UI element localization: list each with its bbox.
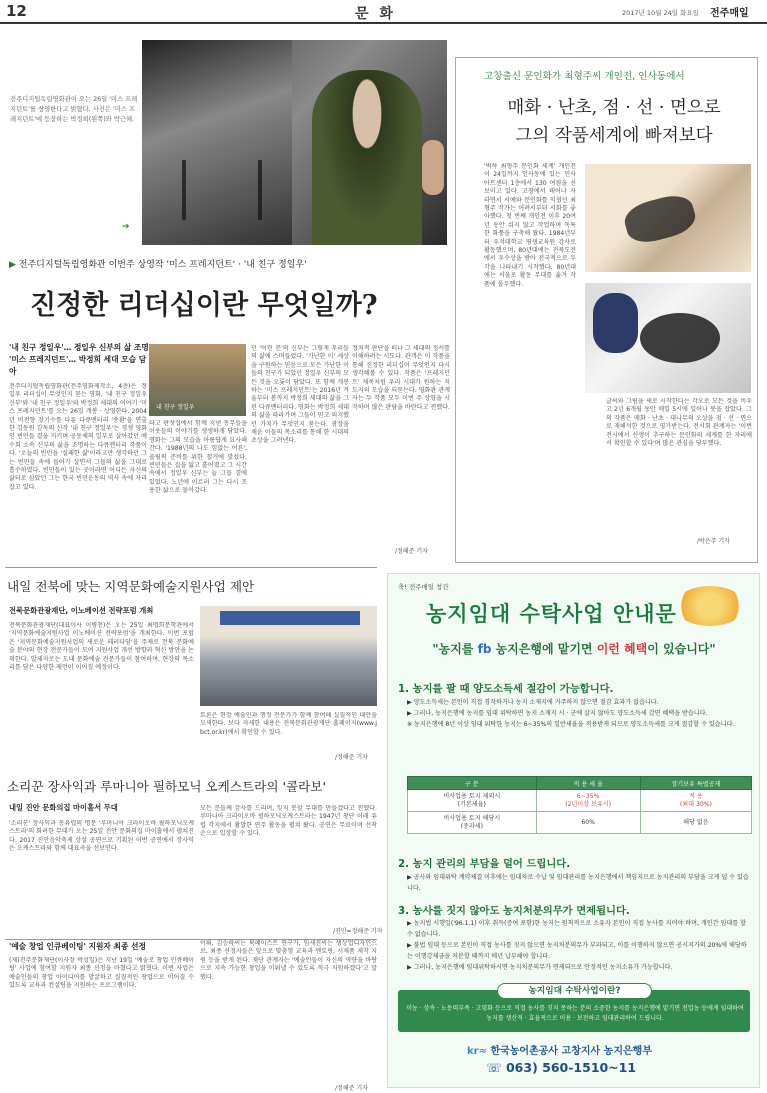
article4-deck: 내일 진안 문화의집 마이홀서 무대 — [9, 803, 118, 812]
section-divider — [5, 567, 377, 568]
ad-info-panel-text: 이농 · 상속 · 노동력부족 · 고령화 등으로 직접 농사를 짓지 못하는 분의 소중한 농지를 농지은행에 맡기면 전업농 등에게 임대하여 농지를 생산적 · 효율적으로 이용 · 보전하고 임대관리하여 드립니다. — [406, 1005, 744, 1022]
article1-headline: 진정한 리더십이란 무엇일까? — [30, 290, 378, 321]
article5-column-1: (재)전주문화재단(이사장 박성일)은 지난 19일 '예술로 창업 인큐베이팅' 사업에 참여할 지원자 최종 선정을 마쳤다고 밝혔다. 이번 사업은 예술인들의 창업 아이디어를 발굴하고 실질적인 창업으로 이어질 수 있도록 교육과 컨설팅을 지원하는 프로그램이다. — [9, 957, 194, 990]
article1-column-3: 던 '어린 분'의 신부는 그렇게 우리들의 삶에 스며들었다. '가난한 이' 세상을 구원하는 믿음으로 모든 가난한 이들의 친구가 되었던 정일우 신부의 모든 것을 오롯이 담았다. 또 함께 개봉하는 '미스 프레지던트'는 2016년 겨울부터 봄까지 박정희 세대의 삶을 그린 다큐멘터리다. 영화는 박정희 세대의 삶을 따라가며 그들이 믿고 의지했던 가치가 무엇인지 묻는다. 광장을 채운 이들의 목소리를 통해 한 시대의 초상을 그려낸다. — [251, 345, 349, 445]
ad-organization-logo: kr≈ 한국농어촌공사 고창지사 농지은행부 — [467, 1046, 652, 1057]
ad-heading-3: 3. 농사를 짓지 않아도 농지처분의무가 면제됩니다. — [398, 905, 630, 917]
ad-tag: 축! 전주매일 창간 — [398, 583, 449, 591]
ad-phone-number: ☏ 063) 560-1510~11 — [486, 1060, 637, 1075]
article2-column-1: '벽하 최형주 문인화 세계' 개인전이 24일까지 인사동에 있는 인사아트센터 1층에서 130 여점을 선보이고 있다. 고창에서 태어나 자라면서 서예와 문인화를 익혔던 최형주 작가는 어려서부터 서화를 좋아했다. 첫 번째 개인전 이후 20여 년 동안 쉬지 않고 작업하며 독특한 화풍을 구축해 왔다. 1984년부터 우석대학교 평생교육원 강사로 활동했으며, 80년대에는 전북도전에서 우수상을 받아 전국적으로 두각을 나타내기 시작했다. 80년대에는 서울로 활동 무대를 옮겨 작품에 몰두했다. — [484, 163, 576, 288]
article1-column-4: 정치적 판단을 떠나 그 세대의 정서를 이해하려는 시도다. 관객은 이 작품을 통해 진정한 리더십이 무엇인지 다시 생각해볼 수 있다. 작품은 '프레지던트' 제목처럼 우리 시대가 원하는 지도자의 모습을 되묻는다. 영화관 관계자는 두 작품 모두 이번 주 상영을 시작하며 많은 관람을 바란다고 전했다. — [352, 345, 450, 411]
table-header: 구 분 — [408, 777, 537, 790]
article1-inner-caption: 내 친구 정일우 — [156, 404, 195, 411]
ad-body-1: ▶ 양도소득세는 본인이 직접 경작하거나 농지 소재지에 거주하지 않으면 절감 효과가 없습니다. ▶ 그러나, 농지은행에 농지를 임대 위탁하면 농지 소재지 시 · 군에 살지 않아도 양도소득세 감면 혜택을 받습니다. ※ 농지은행에 8년 이상 임대 위탁한 농지는 6~35%의 일반세율을 적용받게 되므로 양도소득세를 크게 절감할 수 있습니다. — [407, 699, 735, 728]
article2-byline: /박은주 기자 — [697, 538, 730, 545]
article1-column-1: 전주디지털독립영화관(전주영화제작소, 4층)은 정일우 리더십이 무엇인지 묻는 영화, '내 친구 정일우 신부'와 '내 친구 정일우'와 박정희 세대의 이야기 '미스 프레지던트'를 오는 26일 개봉 · 상영한다. 2004년 비전향 장기수를 다룬 다큐멘터리 '송환'을 연출한 김동원 감독의 신작 '내 친구 정일우'는 경쟁 영화인 빈민들 곁을 지키며 공동체의 일부로 살아갔던 예수회 소속 신부의 삶을 조명하는 다큐멘터리 작품이다. '오늘의 빈민을 '실패한 삶'이라고만 생각하던 그는 빈민들 속에 들어가 살면서 그들의 삶을 그대로 흡수하였다. 빈민들이 있는 곳이라면 어디든 자신의 삶터로 삼았던 그는 한국 빈민운동의 역사 속에 자리잡고 있다. — [9, 383, 147, 491]
article2-headline — [484, 94, 744, 150]
article1-byline: /정해준 기자 — [395, 548, 428, 555]
article1-subtitle: ▶ 전주디지털독립영화관 이번주 상영작 '미스 프레지던트' · '내 친구 정일우' — [9, 260, 307, 270]
article3-deck: 전북문화관광재단, 이노베이션 전략포럼 개최 — [9, 606, 154, 615]
table-cell: 6~35% (2년이상 보유시) — [536, 790, 640, 812]
article3-byline: /정해준 기자 — [335, 754, 368, 761]
article1-photo-caption: 전주디지털독립영화관이 오는 26일 '미스 프레지던트'를 상영한다고 밝혔다. 사진은 '미스 프레지던트'에 등장하는 박정희(왼쪽)와 박근혜. — [10, 96, 138, 123]
article2-photo-painting — [585, 164, 751, 272]
ad-body-2: ▶ 공사와 임대위탁 계약체결 이후에는 임대차로 수납 및 임대관리를 농지은행에서 책임지므로 농지관리의 부담을 크게 덜 수 있습니다. — [407, 874, 749, 892]
article3-headline: 내일 전북에 맞는 지역문화예술지원사업 제안 — [7, 579, 255, 594]
article4-column-2: 모든 분들께 감사를 드리며, 잊지 못할 무대를 만들겠다고 전했다. 루마니아 크라이오바 필하모닉오케스트라는 1947년 창단 이래 유럽 각지에서 활발한 연주 활동을 펼쳐 왔다. 공연은 무료이며 선착순으로 입장할 수 있다. — [200, 805, 377, 838]
article5-byline: /정해준 기자 — [335, 1085, 368, 1092]
header-rule — [0, 22, 767, 24]
article5-headline: '예술 창업 인큐베이팅' 지원자 최종 선정 — [9, 942, 146, 951]
ad-title: 농지임대 수탁사업 안내문 — [426, 602, 677, 626]
kr-logo-icon: kr≈ — [467, 1046, 491, 1057]
article2-headline-line2: 그의 작품세계에 빠져보다 — [515, 126, 713, 146]
caption-arrow-icon: ➔ — [122, 222, 130, 232]
table-cell: 비사업용 토지 제외시 (기본세율) — [408, 790, 537, 812]
article2-headline-line1: 매화 · 난초, 점 · 선 · 면으로 — [507, 98, 721, 118]
article1-photo — [142, 40, 447, 245]
table-header: 적 용 세 율 — [536, 777, 640, 790]
article1-column-2: 타고 판잣집에서 함께 지낸 동무들을 이웃들의 이야기를 생생하게 담았다. 영화는 그의 모습을 아름답게 묘사해 간다. '1988년의 나도 힘없는 어른', 올림픽 준비를 위한 철거에 맞섰다. 빈민들은 집을 잃고 흩어졌고 그 시간 속에서 정일우 신부는 늘 그들 곁에 있었다. 노년에 이르러 그는 다시 조용한 삶으로 돌아갔다. — [149, 420, 247, 495]
ad-body-3: ▶ 농지법 시행일('96.1.1) 이후 취득(증여 포함)한 농지는 원칙적으로 소유자 본인이 직접 농사를 지어야 하며, 개인간 임대를 할 수 없습니다. ▶ 불법 임대 등으로 본인이 직접 농사를 짓지 않으면 농지처분의무가 부과되고, 이를 이행하지 않으면 공시지가의 20%에 해당하는 이행강제금을 처분할 때까지 매년 납부해야 합니다. ▶ 그러나, 농지은행에 임대위탁하시면 농지처분의무가 면제되므로 안정적인 농지소유가 가능합니다. — [407, 920, 747, 971]
article2-kicker: 고창출신 문인화가 최형주씨 개인전, 인사동에서 — [484, 71, 685, 82]
ad-tax-table — [407, 776, 752, 834]
table-cell: 60% — [536, 812, 640, 834]
article4-headline: 소리꾼 장사익과 루마니아 필하모닉 오케스트라의 '콜라보' — [7, 779, 326, 794]
ad-info-panel-title: 농지임대 수탁사업이란? — [497, 983, 652, 999]
article1-deck: '내 친구 정일우'… 정일우 신부의 삶 조명 '미스 프레지던트'… 박정희 세대 모습 담아 — [9, 343, 149, 376]
ad-heading-2: 2. 농지 관리의 부담을 덜어 드립니다. — [398, 858, 571, 870]
article4-byline: /진안=정해준 기자 — [333, 928, 383, 935]
article2-photo-artist — [585, 283, 751, 393]
article3-photo-forum — [200, 606, 377, 706]
article4-column-1: '소리꾼' 장사익과 동유럽의 명문 '루마니아 크라이오바 필하모닉오케스트라'의 화려한 무대가 오는 25일 진안 문화의집 마이홀에서 펼쳐진다. 2017 진안음악축제 상설 공연으로 기획된 이번 공연에서 장사익은 오케스트라와 함께 대표곡을 선보인다. — [9, 820, 194, 853]
ad-slogan: "농지를 fb 농지은행에 맡기면 이런 혜택이 있습니다" — [432, 642, 716, 656]
article2-column-2: 글씨와 그림을 새로 시작한다는 각오로 모든 것을 비우고 2년 6개월 동안 매일 5시에 일어나 붓을 잡았다. 그의 작품은 매화 · 난초 · 대나무의 오상을 점 · 선 · 면으로 재해석한 것으로 평가받는다. 전시회 관계자는 '이번 전시에서 선생이 추구하는 문인화의 세계를 한 자리에서 확인할 수 있다'며 많은 관심을 당부했다. — [606, 398, 752, 448]
table-cell: 적 용 (최대 30%) — [640, 790, 751, 812]
publication-date: 2017년 10월 24일 화요일 — [622, 9, 699, 17]
article3-column-1: 전북문화관광재단(대표이사 이병천)은 오는 25일 최명희문학관에서 '지역문화예술지원사업 이노베이션 전략포럼'을 개최한다. 이번 포럼은 '지역문화예술지원사업의 새로운 패러다임'을 주제로 전북 문화예술 분야의 현장 전문가들이 모여 지원사업 개선 방향과 혁신 방안을 논의한다. 발제자로는 도내 문화예술 전문가들이 참여하며, 현장의 목소리를 담은 다양한 제언이 이어질 예정이다. — [9, 622, 194, 672]
newspaper-brand: 전주매일 — [710, 8, 749, 19]
table-row — [408, 790, 752, 812]
table-cell: 해당 없음 — [640, 812, 751, 834]
article5-column-2: 이뤄, 김승하씨는 북페이스트 연구가, 임세진씨는 생상업디자인으로, 최종 선정자들은 앞으로 맞춤형 교육과 멘토링, 시제품 제작 지원 등을 받게 된다. 재단 관계자는 '예술인들이 자신의 역량을 바탕으로 지속 가능한 창업을 이뤄낼 수 있도록 적극 지원하겠다'고 말했다. — [200, 940, 377, 981]
table-header: 장기보유 특별공제 — [640, 777, 751, 790]
table-cell: 비사업용 토지 해당시 (중과세) — [408, 812, 537, 834]
section-title: 문 화 — [355, 6, 396, 22]
article3-column-2: 토론은 현장 예술인과 행정 전문가가 함께 참여해 실질적인 대안을 모색한다. 보다 자세한 내용은 전북문화관광재단 홈페이지(www.jbct.or.kr)에서 확인할 수 있다. — [200, 712, 377, 736]
ad-mascot-illustration — [675, 586, 745, 626]
ad-heading-1: 1. 농지를 팔 때 양도소득세 절감이 가능합니다. — [398, 683, 614, 695]
page-number: 12 — [6, 2, 27, 20]
table-row — [408, 812, 752, 834]
